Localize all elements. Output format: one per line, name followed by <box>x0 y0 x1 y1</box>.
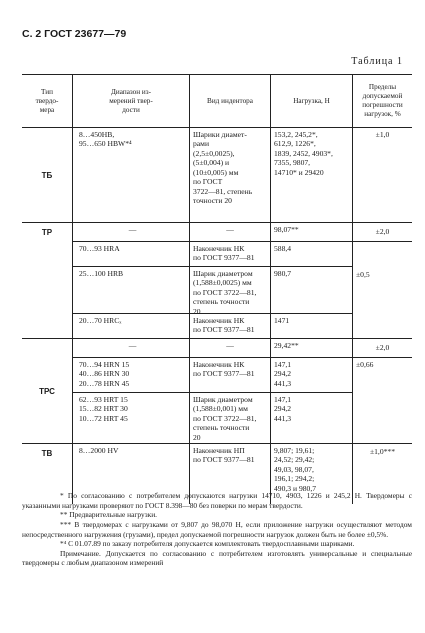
indenter-cell: — <box>189 223 270 241</box>
type-cell: ТР <box>41 228 53 237</box>
indenter-cell: Шарики диамет- рами (2,5±0,0025), (5±0,004) и (10±0,005) мм по ГОСТ 3722—81, степень точности 20 <box>189 128 270 222</box>
table-title: Таблица 1 <box>351 56 403 67</box>
range-cell: 8…2000 HV <box>72 444 189 504</box>
footnotes <box>22 491 412 568</box>
error-cell: ±1,0 <box>352 128 412 222</box>
error-cell: ±1,0*** <box>352 444 412 504</box>
type-cell: ТВ <box>41 449 53 458</box>
indenter-cell: Шарик диаметром (1,588±0,001) мм по ГОСТ 3722—81, степень точности 20 <box>189 393 270 443</box>
load-cell: 29,42** <box>270 339 352 357</box>
load-cell: 980,7 <box>270 267 352 313</box>
load-cell: 147,1 294,2 441,3 <box>270 358 352 392</box>
indenter-cell: Наконечник НК по ГОСТ 9377—81 <box>189 314 270 338</box>
hardness-table <box>22 74 412 504</box>
error-cell: ±0,5 <box>352 242 412 338</box>
range-cell: — <box>72 223 189 241</box>
footnote: *⁴ С 01.07.89 по заказу потребителя допускается комплектовать твердосплавными шариками. <box>60 539 355 549</box>
group-tb <box>22 128 412 223</box>
table-row <box>72 223 412 242</box>
type-cell: ТБ <box>41 170 53 180</box>
error-cell: ±2,0 <box>352 339 412 357</box>
range-cell: 70…93 HRA <box>72 242 189 266</box>
col-header-error: Пределы допускаемой погрешности нагрузок, % <box>352 75 412 127</box>
range-cell: 8…450HB, 95…650 HBW*⁴ <box>72 128 189 222</box>
indenter-cell: Наконечник НК по ГОСТ 9377—81 <box>189 242 270 266</box>
footnote: *** В твердомерах с нагрузками от 9,807 до 98,070 Н, если приложение нагрузки осуществляют методом непосредственного нагружения (грузами), предел допускаемой погрешности нагрузок должен быть не более ±0,5%. <box>22 519 412 539</box>
load-cell: 9,807; 19,61; 24,52; 29,42; 49,03, 98,07, 196,1; 294,2; 490,3 и 980,7 <box>270 444 352 504</box>
range-cell: — <box>72 339 189 357</box>
note-paragraph: Примечание. Допускается по согласованию с потребителем изготовлять универсальные и специальные твердомеры с любым диапазоном измерений <box>22 548 412 568</box>
col-header-range: Диапазон из- мерений твер- дости <box>72 75 189 127</box>
table-row <box>72 358 352 393</box>
footnote: * По согласованию с потребителем допускаются нагрузки 14710, 4903, 1226 и 245,2 Н. Твердомеры с указанными нагрузками проверяют по ГОСТ 8.398—80 без поверки по мерам твердости. <box>22 491 412 510</box>
range-cell: 62…93 HRT 15 15…82 HRT 30 10…72 HRT 45 <box>72 393 189 443</box>
table-row <box>72 128 412 222</box>
page-header: С. 2 ГОСТ 23677—79 <box>22 28 127 40</box>
col-header-indenter: Вид индентора <box>189 75 270 127</box>
indenter-cell: Наконечник НК по ГОСТ 9377—81 <box>189 358 270 392</box>
load-cell: 147,1 294,2 441,3 <box>270 393 352 443</box>
group-tr <box>22 223 412 339</box>
range-cell: 25…100 HRB <box>72 267 189 313</box>
range-cell: 20…70 HRCₓ <box>72 314 189 338</box>
table-row <box>72 242 352 267</box>
error-cell: ±2,0 <box>352 223 412 241</box>
type-cell: ТРС <box>39 386 55 396</box>
footnote: ** Предварительные нагрузки. <box>60 510 158 520</box>
indenter-cell: — <box>189 339 270 357</box>
load-cell: 153,2, 245,2*, 612,9, 1226*, 1839, 2452, 4903*, 7355, 9807, 14710* и 29420 <box>270 128 352 222</box>
error-cell: ±0,66 <box>352 358 412 443</box>
table-header-row <box>22 75 412 128</box>
table-row <box>72 314 352 338</box>
load-cell: 1471 <box>270 314 352 338</box>
col-header-load: Нагрузка, Н <box>270 75 352 127</box>
table-row <box>72 267 352 314</box>
indenter-cell: Шарик диаметром (1,588±0,0025) мм по ГОСТ 3722—81, степень точности 20 <box>189 267 270 313</box>
load-cell: 588,4 <box>270 242 352 266</box>
col-header-type: Тип твердо- мера <box>35 87 59 114</box>
table-row <box>72 393 352 443</box>
table-row <box>72 339 412 358</box>
range-cell: 70…94 HRN 15 40…86 HRN 30 20…78 HRN 45 <box>72 358 189 392</box>
group-trs <box>22 339 412 444</box>
indenter-cell: Наконечник НП по ГОСТ 9377—81 <box>189 444 270 504</box>
load-cell: 98,07** <box>270 223 352 241</box>
